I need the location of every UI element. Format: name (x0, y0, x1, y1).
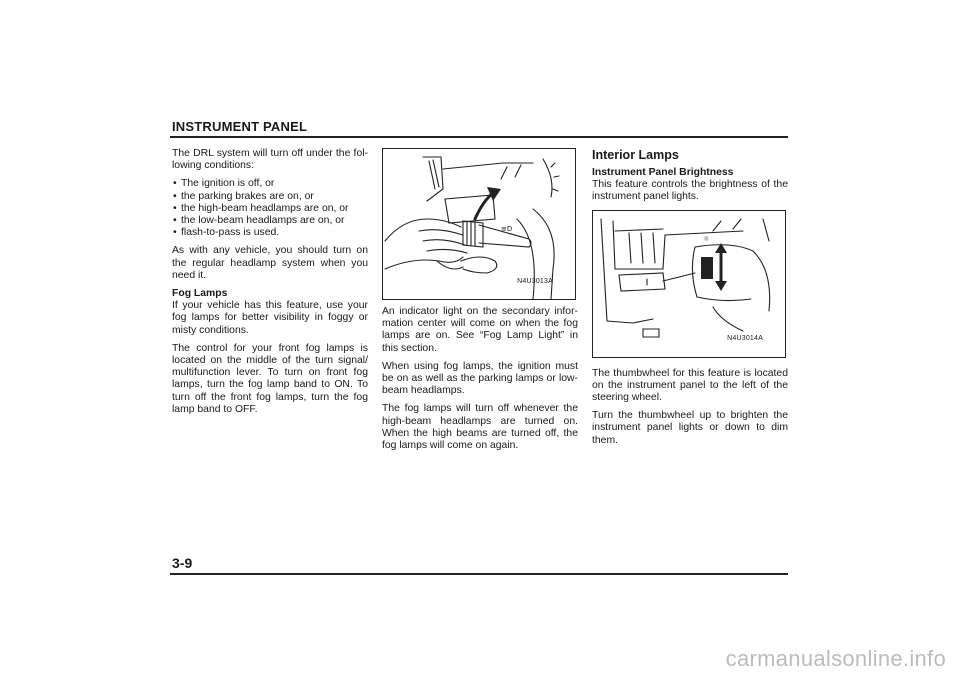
drl-intro-text: The DRL system will turn off under the fol-lowing conditions: (172, 148, 368, 172)
thumbwheel-illustration (592, 210, 786, 358)
brightness-subheading: Instrument Panel Brightness (592, 167, 734, 178)
thumbwheel-location-text: The thumbwheel for this feature is located on the instrument panel to the left of the steering wheel. (592, 367, 788, 404)
svg-text:☼: ☼ (703, 234, 710, 243)
figure-id-label: N4U3013A (517, 277, 553, 285)
column-right (592, 148, 788, 453)
list-item: • The ignition is off, or (172, 178, 368, 190)
site-watermark: carmanualsonline.info (725, 646, 946, 671)
list-item: • flash-to-pass is used. (172, 227, 368, 239)
brightness-text: This feature controls the brightness of the instrument panel lights. (592, 179, 788, 203)
footer-divider (170, 573, 788, 575)
fog-ignition-text: When using fog lamps, the ignition must be on as well as the parking lamps or low-beam headlamps. (382, 360, 578, 397)
fog-indicator-text: An indicator light on the secondary infor-mation center will come on when the fog lamps are on. See “Fog Lamp Light” in this section. (382, 306, 578, 354)
list-item: • the parking brakes are on, or (172, 191, 368, 203)
interior-lamps-heading: Interior Lamps (592, 148, 679, 162)
fog-lamps-heading: Fog Lamps (172, 288, 228, 300)
page-number: 3-9 (172, 555, 193, 571)
header-divider (170, 136, 788, 138)
fog-lamps-text: If your vehicle has this feature, use your fog lamps for better visibility in foggy or misty conditions. (172, 300, 368, 336)
list-item: • the high-beam headlamps are on, or (172, 203, 368, 215)
list-item: • the low-beam headlamps are on, or (172, 215, 368, 227)
page-header-title: INSTRUMENT PANEL (172, 119, 308, 134)
fog-highbeam-text: The fog lamps will turn off whenever the high-beam headlamps are turned on. When the high beams are turned off, the fog lamps will come on again. (382, 403, 578, 452)
headlamp-advice-text: As with any vehicle, you should turn on the regular headlamp system when you need it. (172, 245, 368, 281)
thumbwheel-usage-text: Turn the thumbwheel up to brighten the instrument panel lights or down to dim them. (592, 410, 788, 446)
fog-lamp-control-text: The control for your front fog lamps is located on the middle of the turn signal/ multifunction lever. To turn on front fog lamps, turn the fog lamp band to ON. To turn off the front fog lamps, turn the fog lamp band to OFF. (172, 342, 368, 415)
figure-id-label: N4U3014A (727, 335, 763, 343)
fog-lamp-lever-illustration (382, 148, 576, 300)
column-middle (382, 148, 578, 458)
drl-conditions-list (172, 178, 368, 239)
column-left (172, 148, 368, 422)
svg-text:≡D: ≡D (501, 225, 513, 233)
